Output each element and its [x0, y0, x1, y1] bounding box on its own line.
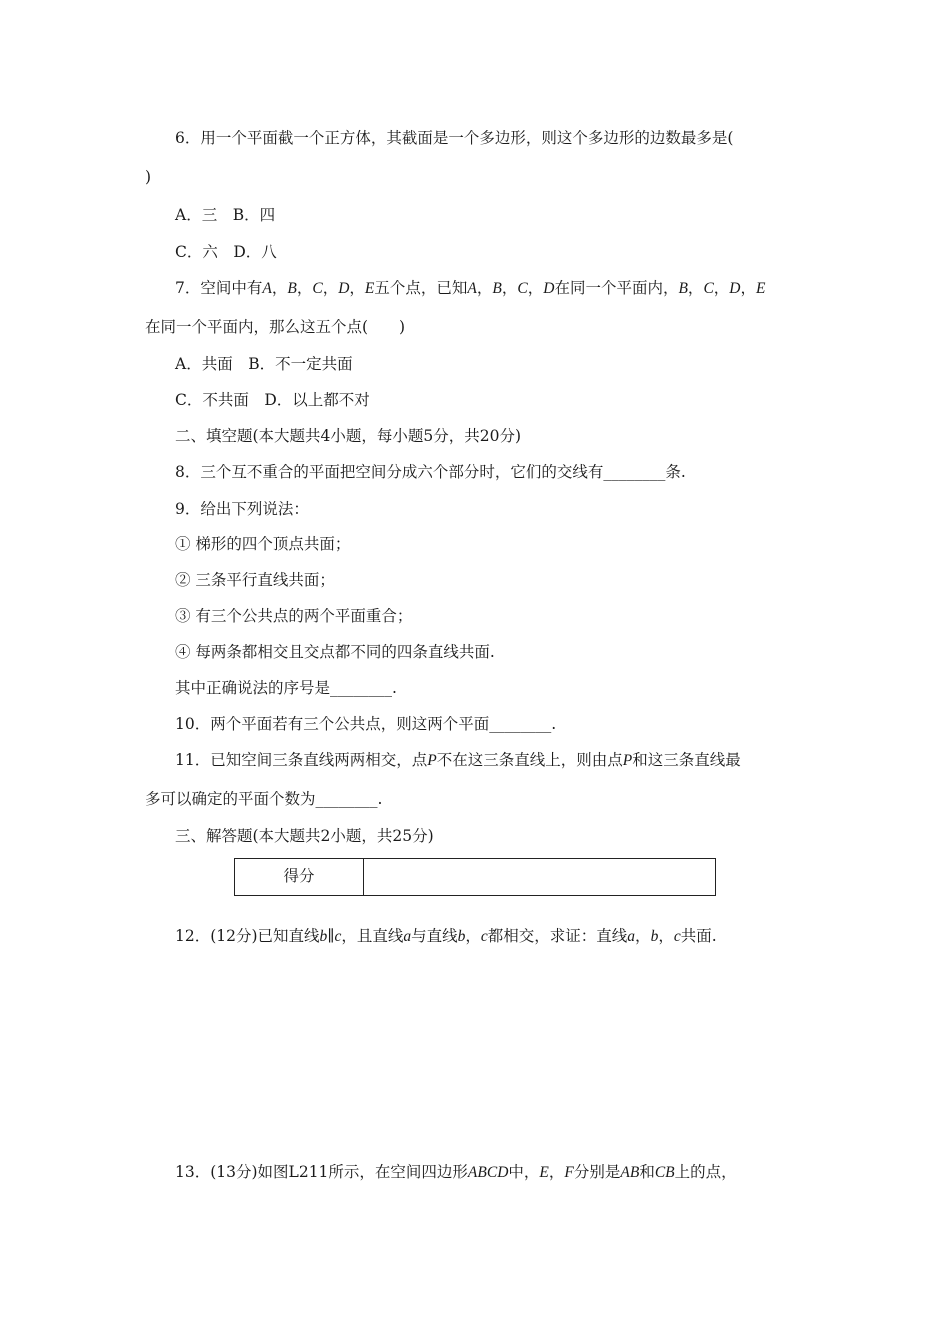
q8-text: 8．三个互不重合的平面把空间分成六个部分时，它们的交线有________条. [175, 463, 686, 481]
q9-item-2: ② 三条平行直线共面； [175, 571, 335, 589]
section2-title: 二、填空题(本大题共4小题，每小题5分，共20分) [175, 427, 522, 445]
q13-text: 13．(13分)如图L211所示，在空间四边形ABCD中，E，F分别是AB和CB上的点， [175, 1163, 737, 1181]
q7-line2: 在同一个平面内，那么这五个点( ) [145, 318, 406, 336]
q6-options-ab: A．三 B．四 [175, 206, 276, 224]
q7-line1: 7．空间中有A，B，C，D，E五个点，已知A，B，C，D在同一个平面内，B，C，D，E [175, 279, 766, 297]
q10-text: 10．两个平面若有三个公共点，则这两个平面________. [175, 715, 557, 733]
section3-title: 三、解答题(本大题共2小题，共25分) [175, 827, 434, 845]
q9-item-3: ③ 有三个公共点的两个平面重合； [175, 607, 413, 625]
q6-options-cd: C．六 D．八 [175, 243, 277, 261]
q9-item-1: ① 梯形的四个顶点共面； [175, 535, 351, 553]
q6-line1: 6．用一个平面截一个正方体，其截面是一个多边形，则这个多边形的边数最多是( [175, 129, 734, 147]
q12-text: 12．(12分)已知直线b∥c，且直线a与直线b，c都相交，求证：直线a，b，c共面. [175, 927, 717, 945]
score-table [234, 858, 716, 896]
q7-options-ab: A．共面 B．不一定共面 [175, 355, 353, 373]
q11-line2: 多可以确定的平面个数为________. [145, 790, 383, 808]
q9-ask: 其中正确说法的序号是________. [175, 679, 397, 697]
score-table-divider [363, 859, 364, 895]
q7-options-cd: C．不共面 D．以上都不对 [175, 391, 370, 409]
q9-intro: 9．给出下列说法： [175, 500, 309, 518]
q9-item-4: ④ 每两条都相交且交点都不同的四条直线共面. [175, 643, 495, 661]
q11-line1: 11．已知空间三条直线两两相交，点P不在这三条直线上，则由点P和这三条直线最 [175, 751, 741, 769]
score-label: 得分 [283, 867, 315, 885]
q6-line2: ) [145, 168, 152, 186]
